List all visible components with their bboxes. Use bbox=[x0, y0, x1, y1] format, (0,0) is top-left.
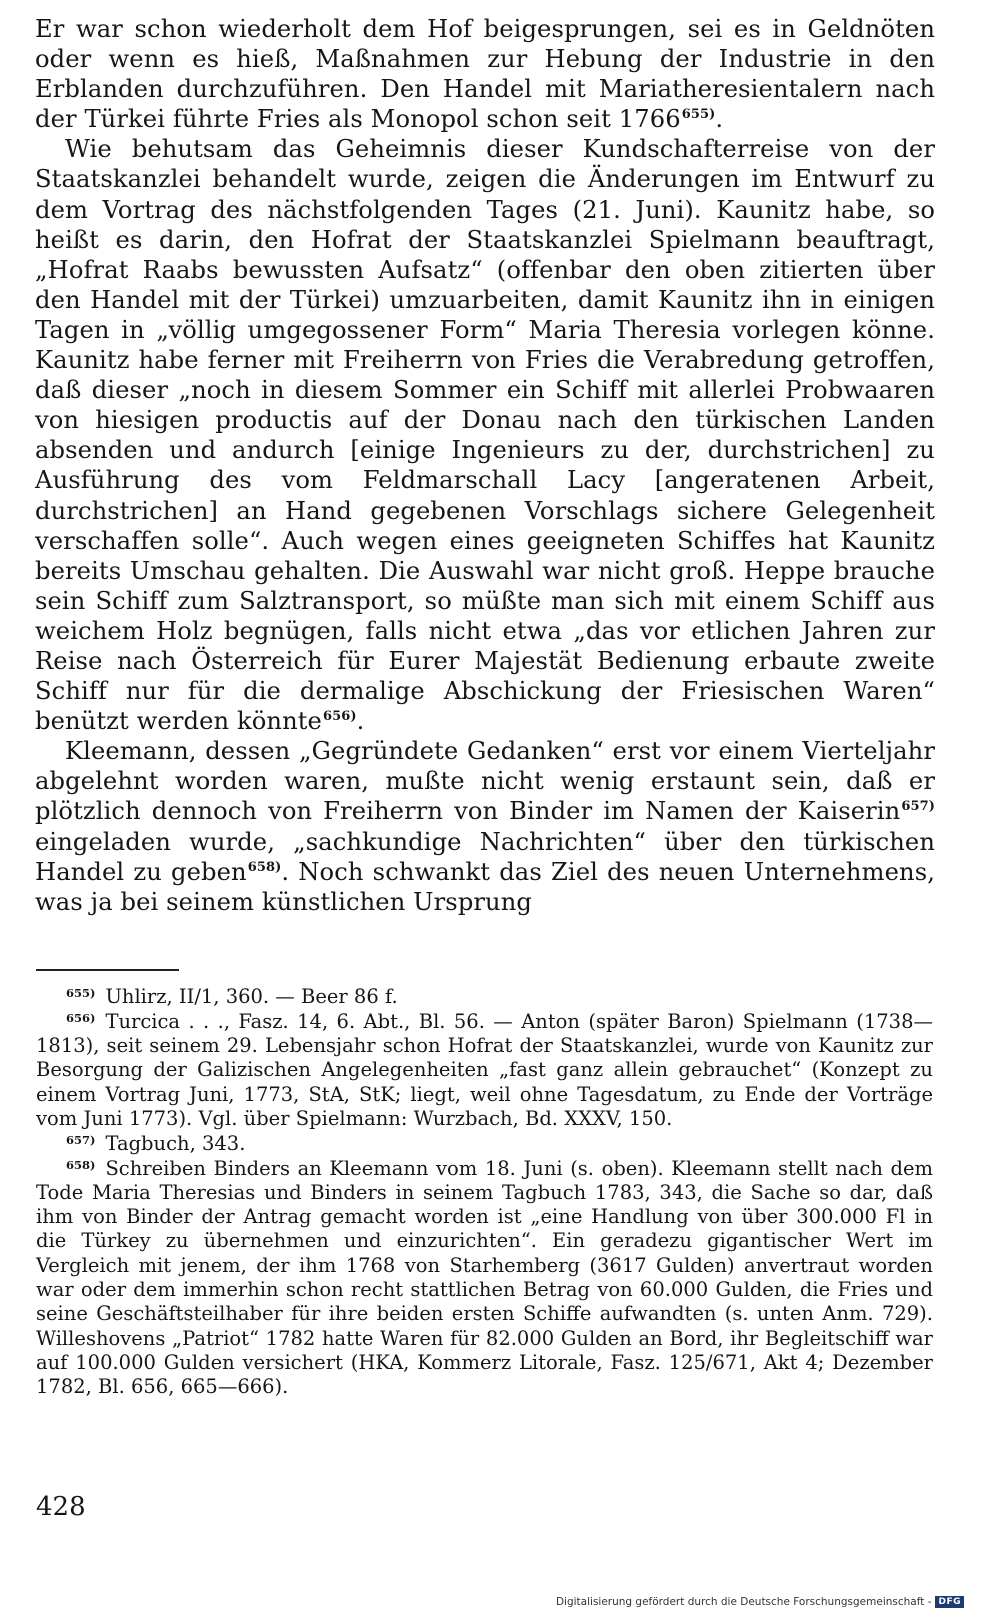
paragraph-1 bbox=[35, 14, 935, 134]
paragraph-3 bbox=[35, 736, 935, 917]
footnote-divider bbox=[36, 969, 179, 971]
footnotes bbox=[36, 985, 933, 1400]
footnote-text: Schreiben Binders an Kleemann vom 18. Juni (s. oben). Kleemann stellt nach dem Tode Maria Theresias und Binders in seinem Tagbuch 1783, 343, die Sache so dar, daß ihm von Binder der Antrag gemacht worden ist „eine Handlung von über 300.000 Fl in die Türkey zu übernehmen und einzurichten“. Ein geradezu gigantischer Wert im Vergleich mit jenem, der ihm 1768 von Starhemberg (3617 Gulden) anvertraut worden war oder dem immerhin schon recht stattlichen Betrag von 60.000 Gulden, die Fries und seine Geschäftsteilhaber für ihre beiden ersten Schiffe aufwandten (s. unten Anm. 729). Willeshovens „Patriot“ 1782 hatte Waren für 82.000 Gulden an Bord, ihr Begleitschiff war auf 100.000 Gulden versichert (HKA, Kommerz Litorale, Fasz. 125/671, Akt 4; Dezember 1782, Bl. 656, 665—666). bbox=[36, 1156, 933, 1399]
footnote-657 bbox=[36, 1132, 933, 1156]
paragraph-3-text-b: eingeladen wurde, „sachkundige Nachrichten“ über den türkischen Handel zu geben bbox=[35, 827, 935, 886]
footnote-656 bbox=[36, 1010, 933, 1131]
paragraph-2 bbox=[35, 134, 935, 736]
footnote-text: Tagbuch, 343. bbox=[105, 1131, 246, 1155]
footnote-mark: 655) bbox=[66, 986, 96, 1000]
dfg-logo-icon: DFG bbox=[935, 1596, 964, 1608]
footnote-ref-655: 655) bbox=[681, 107, 716, 123]
footnote-ref-657: 657) bbox=[901, 799, 935, 815]
footnote-ref-658: 658) bbox=[247, 859, 282, 875]
footnote-mark: 658) bbox=[66, 1157, 96, 1172]
footnote-658 bbox=[36, 1157, 933, 1400]
footnote-text: Turcica . . ., Fasz. 14, 6. Abt., Bl. 56. — Anton (später Baron) Spielmann (1738—1813), seit seinem 29. Lebensjahr schon Hofrat der Staatskanzlei, wurde von Kaunitz zur Besorgung der Galizischen Angelegenheiten „fast ganz allein gebrauchet“ (Konzept zu einem Vortrag Juni, 1773, StA, StK; liegt, weil ohne Tagesdatum, zu Ende der Vorträge vom Juni 1773). Vgl. über Spielmann: Wurzbach, Bd. XXXV, 150. bbox=[36, 1009, 933, 1130]
footnote-655 bbox=[36, 985, 933, 1009]
credit-text: Digitalisierung gefördert durch die Deutsche Forschungsgemeinschaft - bbox=[555, 1596, 932, 1608]
paragraph-1-text: Er war schon wiederholt dem Hof beigesprungen, sei es in Geldnöten oder wenn es hieß, Maßnahmen zur Hebung der Industrie in den Erblanden durchzuführen. Den Handel mit Mariatheresientalern nach der Türkei führte Fries als Monopol schon seit 1766 bbox=[35, 15, 935, 134]
paragraph-1-end: . bbox=[715, 105, 724, 134]
footnote-mark: 656) bbox=[66, 1010, 96, 1025]
main-text bbox=[35, 14, 935, 917]
page-number: 428 bbox=[36, 1492, 86, 1522]
footnote-mark: 657) bbox=[66, 1132, 96, 1147]
paragraph-3-text-a: Kleemann, dessen „Gegründete Gedanken“ erst vor einem Vierteljahr abgelehnt worden waren, mußte nicht wenig erstaunt sein, daß er plötzlich dennoch von Freiherrn von Binder im Namen der Kaiserin bbox=[35, 737, 935, 826]
paragraph-2-end: . bbox=[356, 707, 365, 736]
footnote-ref-656: 656) bbox=[322, 709, 357, 725]
digitization-credit bbox=[556, 1596, 964, 1608]
footnote-text: Uhlirz, II/1, 360. — Beer 86 f. bbox=[105, 985, 398, 1008]
paragraph-3-text-c: . Noch schwankt das Ziel des neuen Unternehmens, was ja bei seinem künstlichen Ursprung bbox=[35, 857, 935, 916]
paragraph-2-text: Wie behutsam das Geheimnis dieser Kundschafterreise von der Staatskanzlei behandelt wurde, zeigen die Änderungen im Entwurf zu dem Vortrag des nächstfolgenden Tages (21. Juni). Kaunitz habe, so heißt es darin, den Hofrat der Staatskanzlei Spielmann beauftragt, „Hofrat Raabs bewussten Aufsatz“ (offenbar den oben zitierten über den Handel mit der Türkei) umzuarbeiten, damit Kaunitz ihn in einigen Tagen in „völlig umgegossener Form“ Maria Theresia vorlegen könne. Kaunitz habe ferner mit Freiherrn von Fries die Verabredung getroffen, daß dieser „noch in diesem Sommer ein Schiff mit allerlei Probwaaren von hiesigen productis auf der Donau nach den türkischen Landen absenden und andurch [einige Ingenieurs zu der, durchstrichen] zu Ausführung des vom Feldmarschall Lacy [angeratenen Arbeit, durchstrichen] an Hand gegebenen Vorschlags sichere Gelegenheit verschaffen solle“. Auch wegen eines geeigneten Schiffes hat Kaunitz bereits Umschau gehalten. Die Auswahl war nicht groß. Heppe brauche sein Schiff zum Salztransport, so müßte man sich mit einem Schiff aus weichem Holz begnügen, falls nicht etwa „das vor etlichen Jahren zur Reise nach Österreich für Eurer Majestät Bedienung erbaute zweite Schiff nur für die dermalige Abschickung der Friesischen Waren“ benützt werden könnte bbox=[35, 135, 935, 736]
